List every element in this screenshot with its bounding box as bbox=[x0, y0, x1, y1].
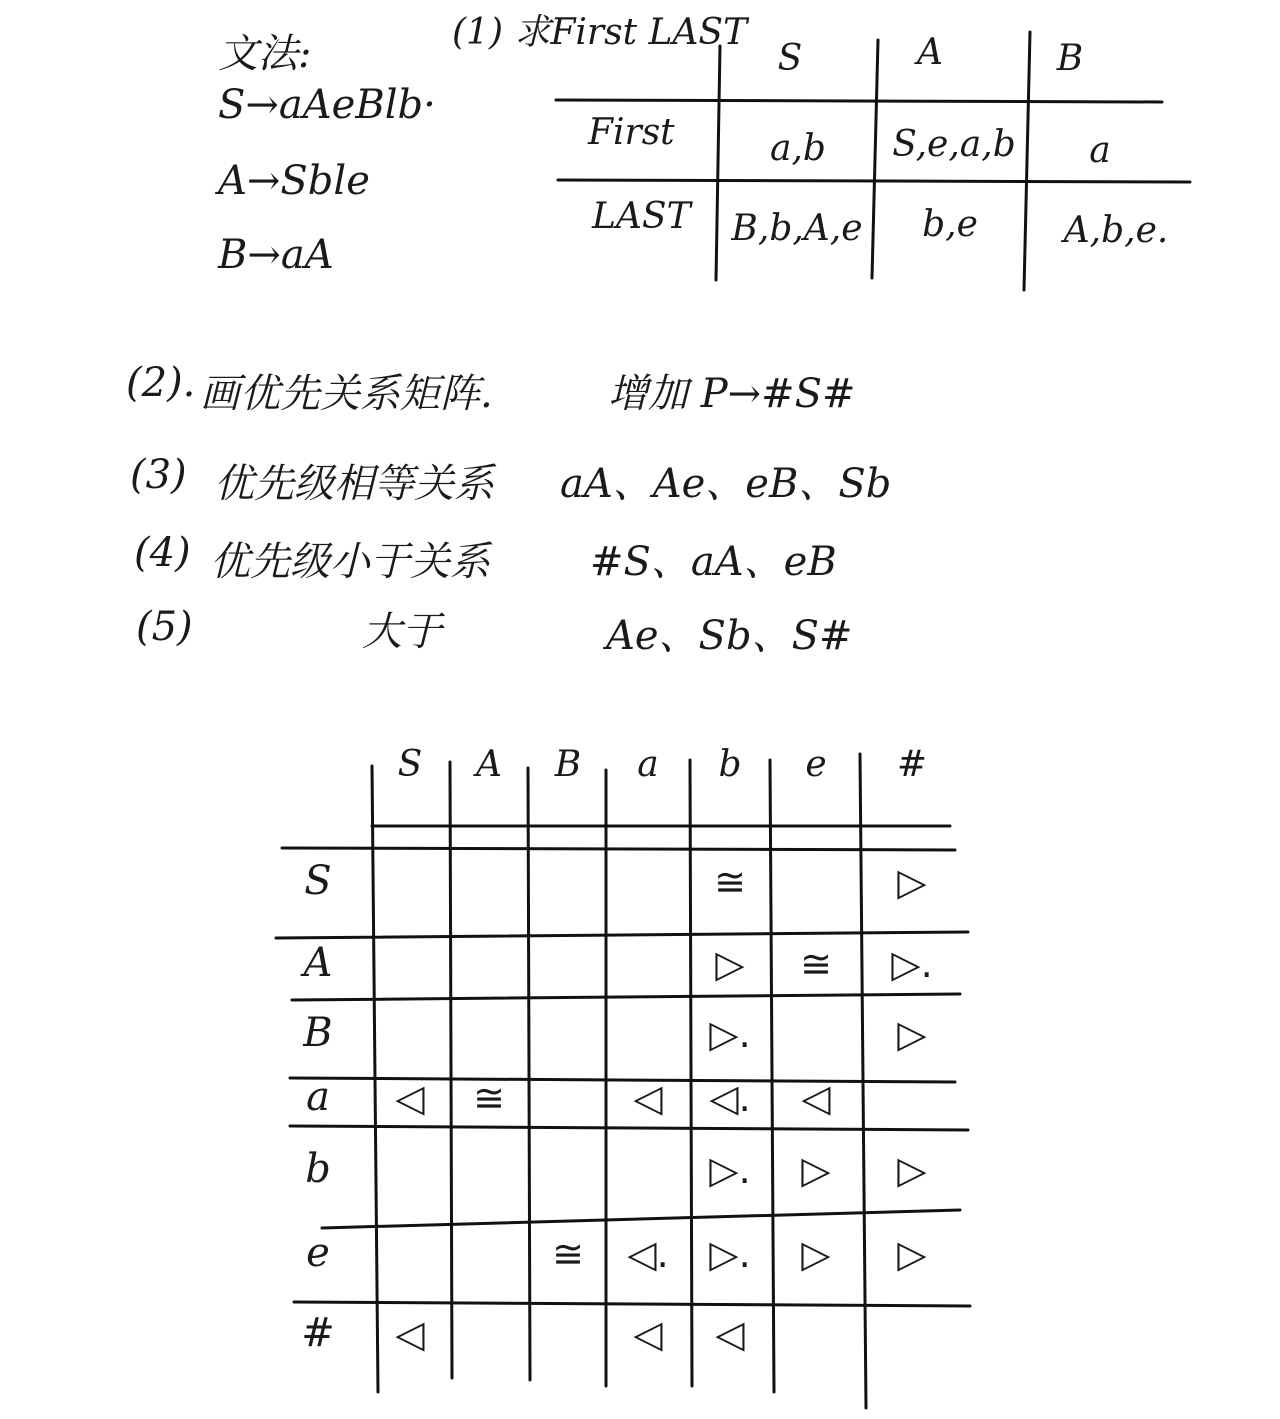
matrix-col-header: A bbox=[476, 744, 502, 785]
matrix-cell: ▷ bbox=[715, 942, 745, 986]
matrix-cell: ▷ bbox=[801, 1232, 831, 1276]
part4-number: (4) bbox=[134, 530, 191, 576]
matrix-col-header: b bbox=[718, 744, 742, 785]
matrix-cell: ◁ bbox=[801, 1076, 831, 1120]
grammar-rule-3: B→aA bbox=[218, 232, 334, 278]
table-col-S: S bbox=[777, 38, 803, 79]
part4-text: 优先级小于关系 bbox=[210, 539, 490, 585]
part5-pairs: Ae、Sb、S# bbox=[606, 613, 853, 659]
table-last-B: A,b,e. bbox=[1063, 210, 1169, 251]
matrix-cell: ▷ bbox=[801, 1148, 831, 1192]
matrix-cell: ◁ bbox=[633, 1076, 663, 1120]
part5-text: 大于 bbox=[362, 609, 442, 655]
part4-pairs: #S、aA、eB bbox=[590, 539, 837, 585]
matrix-row-header: b bbox=[305, 1146, 331, 1192]
part3-text: 优先级相等关系 bbox=[214, 461, 494, 507]
matrix-cell: ◁ bbox=[633, 1312, 663, 1356]
matrix-col-header: # bbox=[896, 744, 928, 785]
matrix-cell: ▷ bbox=[897, 1232, 927, 1276]
matrix-cell: ◁ bbox=[395, 1076, 425, 1120]
matrix-cell: ▷. bbox=[709, 1232, 751, 1276]
matrix-cell: ◁ bbox=[395, 1312, 425, 1356]
matrix-cell: ≅ bbox=[473, 1076, 505, 1120]
matrix-col-header: a bbox=[637, 744, 659, 785]
matrix-cell: ◁ bbox=[715, 1312, 745, 1356]
matrix-cell: ▷ bbox=[897, 1012, 927, 1056]
matrix-row-header: e bbox=[306, 1230, 330, 1276]
part1-heading: (1) 求First LAST bbox=[452, 12, 748, 53]
matrix-cell: ▷. bbox=[709, 1148, 751, 1192]
matrix-row-header: B bbox=[303, 1010, 333, 1056]
matrix-row-header: # bbox=[301, 1310, 335, 1356]
table-col-A: A bbox=[917, 32, 943, 73]
matrix-col-header: B bbox=[554, 744, 582, 785]
matrix-cell: ◁. bbox=[627, 1232, 669, 1276]
grammar-rule-2: A→Sble bbox=[218, 158, 370, 204]
matrix-cell: ≅ bbox=[800, 942, 832, 986]
matrix-cell: ≅ bbox=[714, 860, 746, 904]
grammar-heading: 文法: bbox=[218, 31, 312, 77]
table-col-B: B bbox=[1056, 38, 1084, 79]
table-first-B: a bbox=[1089, 130, 1111, 171]
part2-text: 画优先关系矩阵. bbox=[200, 371, 493, 417]
matrix-cell: ◁. bbox=[709, 1076, 751, 1120]
matrix-cell: ≅ bbox=[552, 1232, 584, 1276]
part2-number: (2). bbox=[126, 360, 196, 406]
matrix-row-header: A bbox=[303, 940, 333, 986]
part3-pairs: aA、Ae、eB、Sb bbox=[560, 461, 892, 507]
matrix-row-header: a bbox=[306, 1074, 330, 1120]
table-last-A: b,e bbox=[922, 204, 978, 245]
table-row-last-label: LAST bbox=[592, 196, 691, 237]
matrix-cell: ▷. bbox=[891, 942, 933, 986]
matrix-col-header: S bbox=[397, 744, 423, 785]
matrix-cell: ▷. bbox=[709, 1012, 751, 1056]
part3-number: (3) bbox=[130, 452, 187, 498]
table-last-S: B,b,A,e bbox=[731, 208, 863, 249]
grammar-rule-1: S→aAeBlb· bbox=[218, 82, 436, 128]
matrix-cell: ▷ bbox=[897, 1148, 927, 1192]
table-first-S: a,b bbox=[770, 128, 826, 169]
part2-extra: 增加 P→#S# bbox=[608, 371, 856, 417]
matrix-cell: ▷ bbox=[897, 860, 927, 904]
part5-number: (5) bbox=[136, 604, 193, 650]
matrix-col-header: e bbox=[805, 744, 827, 785]
table-first-A: S,e,a,b bbox=[892, 124, 1016, 165]
table-row-first-label: First bbox=[588, 112, 675, 153]
matrix-row-header: S bbox=[304, 858, 332, 904]
